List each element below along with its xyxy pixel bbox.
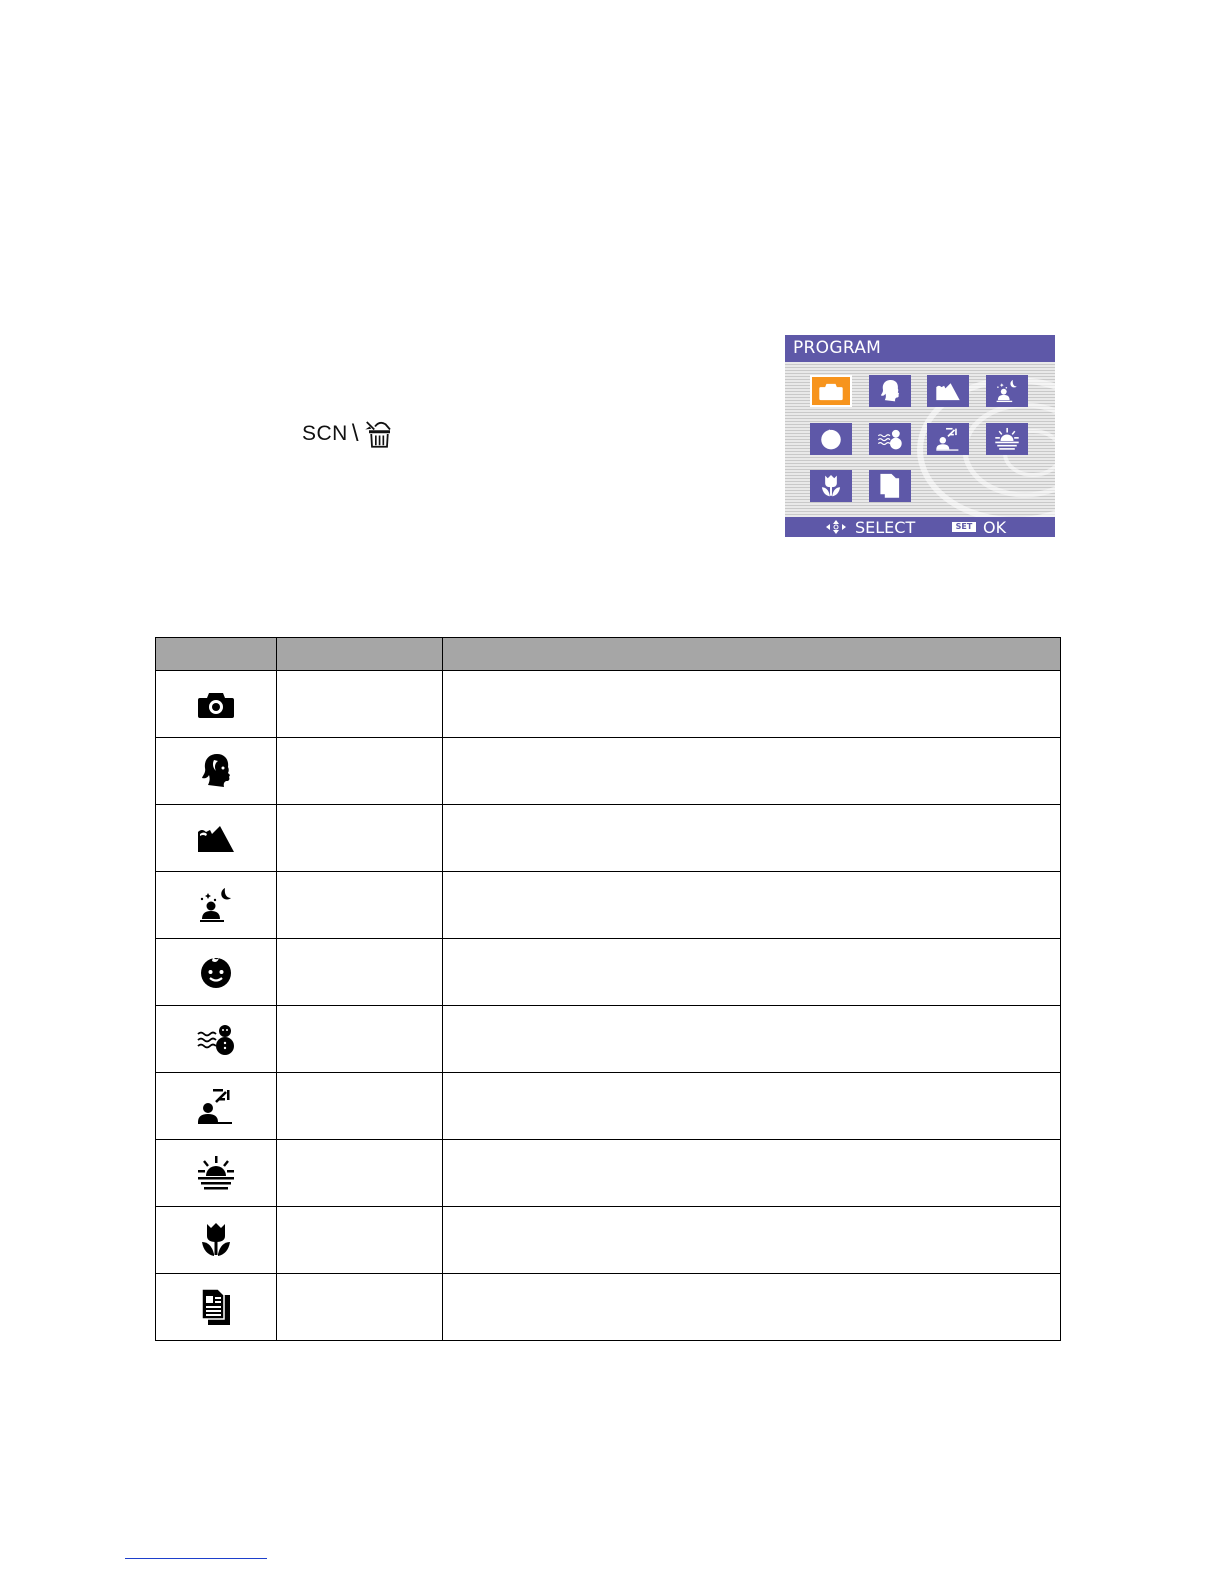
description-cell — [443, 738, 1061, 805]
sunset-icon — [196, 1153, 236, 1193]
landscape-icon — [935, 378, 961, 404]
macro-icon — [196, 1220, 236, 1260]
portrait-icon — [196, 751, 236, 791]
description-cell — [443, 1073, 1061, 1140]
header-cell-mode — [277, 638, 443, 671]
backlight-icon — [196, 1086, 236, 1126]
child-icon — [196, 952, 236, 992]
icon-cell — [156, 1073, 277, 1140]
icon-cell — [156, 1274, 277, 1341]
description-cell — [443, 1274, 1061, 1341]
separator-text: \ — [351, 420, 359, 447]
mode-cell — [277, 1274, 443, 1341]
text-icon — [196, 1287, 236, 1327]
scn-text: SCN — [302, 422, 348, 445]
lcd-title: PROGRAM — [793, 338, 882, 358]
table-row — [156, 1274, 1061, 1341]
icon-cell — [156, 872, 277, 939]
scene-mode-table — [155, 637, 1061, 1341]
table-row — [156, 1006, 1061, 1073]
icon-cell — [156, 1140, 277, 1207]
tile-night-portrait[interactable] — [986, 375, 1028, 407]
description-cell — [443, 939, 1061, 1006]
icon-cell — [156, 1006, 277, 1073]
mode-cell — [277, 1073, 443, 1140]
mode-cell — [277, 1207, 443, 1274]
camera-icon — [818, 378, 844, 404]
child-icon — [818, 426, 844, 452]
ok-hint: OK — [983, 518, 1007, 537]
footer-link-underline[interactable] — [125, 1558, 267, 1559]
table-row — [156, 1073, 1061, 1140]
beach-snow-icon — [196, 1019, 236, 1059]
description-cell — [443, 805, 1061, 872]
four-way-nav-icon — [825, 519, 847, 535]
description-cell — [443, 1207, 1061, 1274]
icon-cell — [156, 671, 277, 738]
table-row — [156, 1140, 1061, 1207]
text-icon — [877, 473, 903, 499]
table-row — [156, 939, 1061, 1006]
sunset-icon — [994, 426, 1020, 452]
tile-camera[interactable] — [810, 375, 852, 407]
tile-child[interactable] — [810, 423, 852, 455]
header-cell-description — [443, 638, 1061, 671]
macro-icon — [818, 473, 844, 499]
mode-cell — [277, 805, 443, 872]
lcd-footer-bar — [785, 517, 1055, 537]
night-portrait-icon — [994, 378, 1020, 404]
night-portrait-icon — [196, 885, 236, 925]
tile-landscape[interactable] — [927, 375, 969, 407]
table-row — [156, 872, 1061, 939]
landscape-icon — [196, 818, 236, 858]
table-row — [156, 671, 1061, 738]
mode-cell — [277, 738, 443, 805]
tile-macro[interactable] — [810, 470, 852, 502]
tile-beach-snow[interactable] — [869, 423, 911, 455]
trash-delete-icon — [363, 418, 393, 450]
portrait-icon — [877, 378, 903, 404]
table-row — [156, 1207, 1061, 1274]
icon-cell — [156, 805, 277, 872]
table-header-row — [156, 638, 1061, 671]
description-cell — [443, 1140, 1061, 1207]
set-button-badge: SET — [952, 522, 976, 532]
select-hint: SELECT — [855, 518, 916, 537]
lcd-program-menu — [785, 335, 1055, 537]
tile-sunset[interactable] — [986, 423, 1028, 455]
mode-cell — [277, 872, 443, 939]
camera-icon — [196, 684, 236, 724]
header-cell-icon — [156, 638, 277, 671]
tile-backlight[interactable] — [927, 423, 969, 455]
description-cell — [443, 671, 1061, 738]
description-cell — [443, 872, 1061, 939]
icon-cell — [156, 939, 277, 1006]
description-cell — [443, 1006, 1061, 1073]
mode-cell — [277, 1140, 443, 1207]
beach-snow-icon — [877, 426, 903, 452]
tile-text[interactable] — [869, 470, 911, 502]
mode-cell — [277, 671, 443, 738]
tile-portrait[interactable] — [869, 375, 911, 407]
icon-cell — [156, 738, 277, 805]
table-row — [156, 805, 1061, 872]
table-row — [156, 738, 1061, 805]
lcd-title-bar — [785, 335, 1055, 362]
backlight-icon — [935, 426, 961, 452]
scn-delete-button-label — [302, 418, 393, 450]
icon-cell — [156, 1207, 277, 1274]
mode-cell — [277, 939, 443, 1006]
mode-cell — [277, 1006, 443, 1073]
